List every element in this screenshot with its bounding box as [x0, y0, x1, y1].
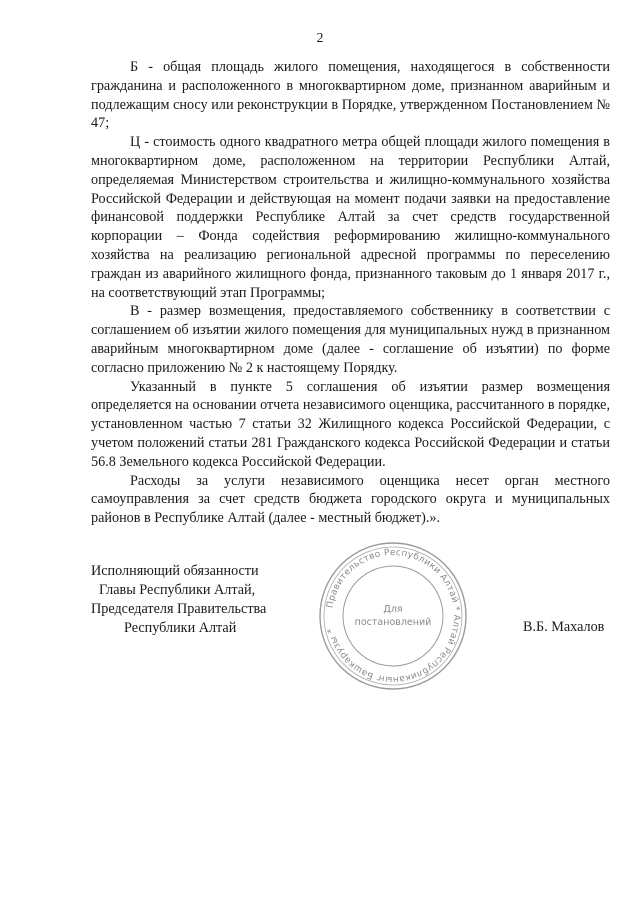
paragraph-appraiser-expenses: Расходы за услуги независимого оценщика несет орган местного самоуправления за счет средств бюджета городского округа и муниципальных районов в Республике Алтай (далее - местный бюджет).».	[91, 472, 610, 527]
paragraph-v-definition: В - размер возмещения, предоставляемого собственнику в соответствии с соглашением об изъятии жилого помещения для муниципальных нужд в признанном аварийным многоквартирном доме (далее - соглашение об изъятии) по форме согласно приложению № 2 к настоящему Порядку.	[91, 303, 610, 376]
official-seal-stamp	[317, 540, 469, 692]
signatory-line-3: Председателя Правительства	[91, 601, 267, 617]
signer-name: В.Б. Махалов	[523, 619, 605, 635]
paragraph-b-definition: Б - общая площадь жилого помещения, находящегося в собственности гражданина и расположенного в многоквартирном доме, признанном аварийным и подлежащим сносу или реконструкции в Порядке, утвержденном Постановлением № 47;	[91, 59, 610, 132]
paragraph-c-definition: Ц - стоимость одного квадратного метра общей площади жилого помещения в многоквартирном доме, расположенном на территории Республики Алтай, определяемая Министерством строительства и жилищно-коммунального хозяйства Российской Федерации и действующая на момент подачи заявки на предоставление финансовой поддержки Республике Алтай за счет средств государственной корпорации – Фонда содействия реформированию жилищно-коммунального хозяйства на реализацию региональной адресной программы по переселению граждан из аварийного жилищного фонда, признанного таковым до 1 января 2017 г., на соответствующий этап Программы;	[91, 134, 610, 301]
seal-graphic	[317, 540, 469, 692]
document-body	[91, 58, 610, 528]
seal-inner-line-1: Для	[383, 604, 403, 615]
paragraph-compensation-amount: Указанный в пункте 5 соглашения об изъятии размер возмещения определяется на основании отчета независимого оценщика, рассчитанного в порядке, установленном частью 7 статьи 32 Жилищного кодекса Российской Федерации, с учетом положений статьи 281 Гражданского кодекса Российской Федерации и статьи 56.8 Земельного кодекса Российской Федерации.	[91, 378, 610, 470]
seal-inner-line-2: постановлений	[354, 617, 432, 628]
signatory-line-1: Исполняющий обязанности	[91, 563, 259, 579]
signatory-position	[91, 562, 266, 638]
signatory-line-4: Республики Алтай	[124, 620, 237, 636]
signatory-line-2: Главы Республики Алтай,	[99, 582, 256, 598]
seal-outer-text: Правительство Республики Алтай * Алтай Республиканыҥ Башкарузы *	[325, 547, 462, 685]
page-number: 2	[316, 31, 324, 46]
